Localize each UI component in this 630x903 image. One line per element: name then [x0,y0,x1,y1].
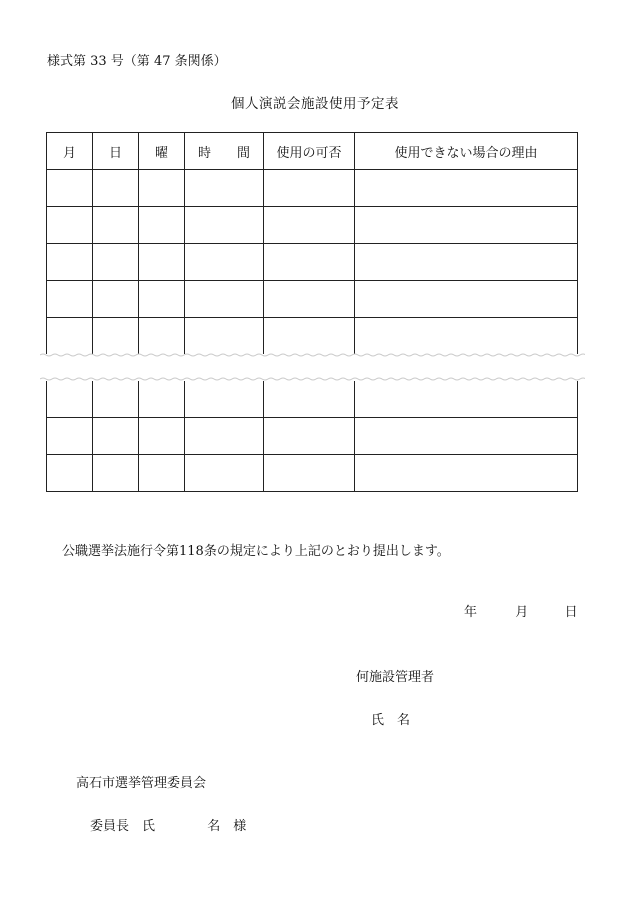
schedule-table-bottom [46,381,578,492]
day-cell [93,455,139,492]
column-header-time: 時 間 [185,133,264,170]
reason-cell [355,207,578,244]
election-committee-name: 高石市選挙管理委員会 [76,776,207,791]
month-cell [47,281,93,318]
day-label: 日 [564,605,578,620]
weekday-cell [139,244,185,281]
document-title: 個人演説会施設使用予定表 [231,96,399,112]
time-cell [185,455,264,492]
availability-cell [264,455,355,492]
year-label: 年 [464,605,478,620]
form-number: 様式第 33 号（第 47 条関係） [47,54,227,69]
time-cell [185,170,264,207]
weekday-cell [139,281,185,318]
month-cell [47,381,93,418]
column-header-month: 月 [47,133,93,170]
day-cell [93,244,139,281]
availability-cell [264,170,355,207]
month-cell [47,418,93,455]
reason-cell [355,455,578,492]
time-cell [185,418,264,455]
time-cell [185,381,264,418]
submission-statement: 公職選挙法施行令第118条の規定により上記のとおり提出します。 [62,544,450,559]
availability-cell [264,381,355,418]
chairperson-suffix: 名 様 [207,819,247,834]
reason-cell [355,244,578,281]
reason-cell [355,381,578,418]
weekday-cell [139,418,185,455]
table-header-row [47,133,578,170]
month-cell [47,170,93,207]
table-row [47,244,578,281]
table-row [47,455,578,492]
table-row [47,281,578,318]
weekday-cell [139,170,185,207]
weekday-cell [139,381,185,418]
day-cell [93,281,139,318]
chairperson-line [90,815,246,834]
time-cell [185,207,264,244]
time-cell [185,244,264,281]
time-cell [185,281,264,318]
availability-cell [264,207,355,244]
table-row [47,381,578,418]
availability-cell [264,244,355,281]
month-label: 月 [515,605,529,620]
column-header-availability: 使用の可否 [264,133,355,170]
schedule-table-top [46,132,578,354]
reason-cell [355,418,578,455]
availability-cell [264,281,355,318]
column-header-day: 日 [93,133,139,170]
day-cell [93,170,139,207]
manager-name-label: 氏 名 [371,713,411,728]
month-cell [47,244,93,281]
table-row [47,207,578,244]
chairperson-prefix: 委員長 氏 [90,819,156,834]
column-header-reason: 使用できない場合の理由 [355,133,578,170]
table-row [47,418,578,455]
weekday-cell [139,207,185,244]
facility-manager-title: 何施設管理者 [356,670,435,685]
day-cell [93,418,139,455]
availability-cell [264,418,355,455]
day-cell [93,381,139,418]
month-cell [47,207,93,244]
month-cell [47,455,93,492]
date-line [464,601,578,620]
day-cell [93,207,139,244]
reason-cell [355,281,578,318]
table-row [47,170,578,207]
weekday-cell [139,455,185,492]
column-header-weekday: 曜 [139,133,185,170]
reason-cell [355,170,578,207]
